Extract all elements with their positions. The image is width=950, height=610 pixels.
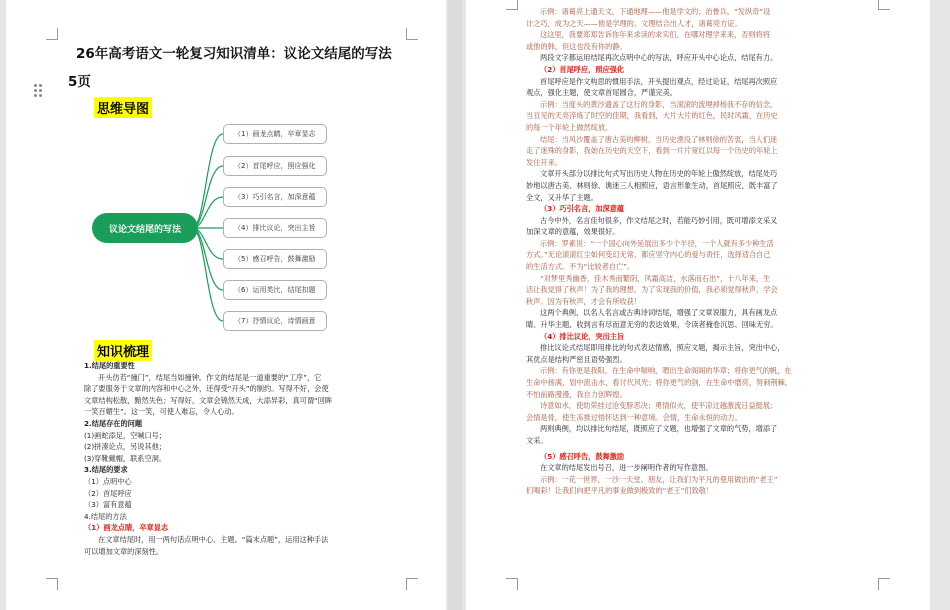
page-corner-mark xyxy=(506,0,518,10)
example-line: 或他的韩，但这也没有你的静。 xyxy=(526,41,627,51)
page-corner-mark xyxy=(878,578,890,590)
mindmap-node: （2）首尾呼应，照应强化 xyxy=(223,156,327,176)
paragraph-line: 文采。 xyxy=(526,435,548,445)
mindmap-node: （3）巧引名言，加深意蕴 xyxy=(223,187,327,207)
section-heading: 2.结尾存在的问题 xyxy=(84,418,143,428)
list-item: (3)穿靴戴帽，联系空洞。 xyxy=(84,453,167,463)
paragraph-line: 妙地以唐古美、林则徐、谯迷三人相照应，语言形象生动，首尾照应，既丰富了 xyxy=(526,180,778,190)
paragraph-line: 其优点是结构严密且语势强烈。 xyxy=(526,354,627,364)
example-line: 示例：诸葛亮上通天文，下通地理——他是学文的；治鲁兵，“发纵奇”设 xyxy=(540,7,771,16)
section-heading: 3.结尾的要求 xyxy=(84,465,128,475)
paragraph-line: 两则典例，均以排比句结尾，既照应了文题，也增强了文章的气势，增添了 xyxy=(540,424,778,434)
example-line: 生命中扬满，划中流击水，看讨代风光；将你更气的剑，在生命中磨亮，努刺荆棘， xyxy=(526,378,792,387)
example-line: 活让我觉得了秋声！为了我的理想，为了实现我的价值，我必须觉得秋声，学会 xyxy=(526,285,778,295)
page-corner-mark xyxy=(506,578,518,590)
mindmap-root: 议论文结尾的写法 xyxy=(92,213,198,243)
method-heading: （2）首尾呼应，照应强化 xyxy=(540,64,625,74)
paragraph-line: 两段文字都运用结尾再次点明中心的写法，呼应开头中心论点，结尾有力。 xyxy=(540,53,778,63)
example-line: 诗意如水，使幼荣挂过沧变脖恶决；勇情似火，使平凉过越激流日益挺展； xyxy=(540,401,778,411)
mindmap-node: （6）运用类比，结尾扣题 xyxy=(223,280,327,300)
example-line: 结尾：当风沙覆盖了唐古美的柳树，当历史湮没了林则徐的苦衷，当人们迷 xyxy=(540,134,778,144)
paragraph-line: 排比议论式结尾即用排比的句式表达情感，照应文题，揭示主旨，突出中心， xyxy=(540,343,785,353)
page-gutter xyxy=(448,0,462,610)
method-heading: （1）画龙点睛，卒章显志 xyxy=(84,523,169,533)
document-title: 26年高考语文一轮复习知识清单：议论文结尾的写法 5页 xyxy=(68,46,392,90)
method-heading: （5）感召呼告，鼓舞激励 xyxy=(540,451,625,461)
example-line: 示例：当度头的黄沙遗盖了这行的身影，当滚滚的流埋掉杨我不存的信念， xyxy=(540,99,778,109)
paragraph-line: 睛、升华主题、收到言有尽而意无穷的表达效果，令读者掩卷沉思、回味无穷。 xyxy=(526,320,778,330)
example-line: 计之巧，成为之天——他是学理的。文理结合出人才，诸葛亮方证。 xyxy=(526,18,742,28)
example-line: 的生活方式。不为“比较者自亡”。 xyxy=(526,262,635,272)
section-heading: 4.结尾的方法 xyxy=(84,511,127,521)
example-line: 的每一个年轮上做然绽放。 xyxy=(526,122,613,132)
paragraph-line: 文章结构松散，黯然失色；写得好，文章会锦然天成，大添异彩，真可谓“回眸 xyxy=(84,395,333,405)
example-line: “对梦里秀幽香，佳木秀而繁阴，风霜高洁，水落而石出”，十八年来，生 xyxy=(540,273,771,283)
paragraph-line: 在文章的结尾发出号召，进一步阐明作者的写作意图。 xyxy=(540,463,713,473)
paragraph-line: 一笑百媚生”。这一笑，可使人难忘，令人心动。 xyxy=(84,407,239,417)
paragraph-line: 文章开头部分以排比句式写出历史人物在历史的年轮上傲然绽放，结尾处巧 xyxy=(540,169,778,179)
mindmap-node: （5）感召呼告，鼓舞激励 xyxy=(223,249,327,269)
example-line: 走了迷殊的身影，我始在历史的天空下，看到一片片宽红以每一个历史的年轮上 xyxy=(526,146,778,156)
paragraph-line: 加深文章的意蕴，效果很好。 xyxy=(526,227,620,237)
method-heading: （3）巧引名言，加深意蕴 xyxy=(540,204,625,214)
paragraph-line: 除了要服务于文章的内容和中心之外，还得受“开头”的制约。写得不好，会使 xyxy=(84,384,329,394)
paragraph-line: 在文章结尾时，用一两句话点明中心、主题。“篇末点题”，运用这种手法 xyxy=(98,534,329,544)
page-corner-mark xyxy=(406,578,418,590)
mindmap-node: （7）抒情议论，诗情画意 xyxy=(223,311,327,331)
example-line: 方式。”无论滚滚红尘如何变幻无常，都应坚守内心的爱与责任，选择适合自己 xyxy=(526,250,771,260)
mindmap-node: （1）画龙点睛，卒章显志 xyxy=(223,124,327,144)
knowledge-heading: 知识梳理 xyxy=(94,340,152,361)
document-page-right xyxy=(466,0,930,610)
paragraph-line: 古今中外，名言佳句很多，作文结尾之时，若能巧妙引用，既可增添文采又 xyxy=(540,215,778,225)
paragraph-line: 这两个典例，以名人名言或古典诗词结尾，增强了文章说服力，具有画龙点 xyxy=(540,308,778,318)
paragraph-line: 观点，强化主题，使文章首尾圆合，严谨完美。 xyxy=(526,88,677,98)
method-heading: （4）排比议论，突出主旨 xyxy=(540,331,625,341)
example-line: 秋声。因为有秋声，才会有所收获！ xyxy=(526,296,642,306)
list-item: （1）点明中心 xyxy=(84,476,132,486)
example-line: 示例：罗素说：“一个国心向外延展出多少个半径，一个人就有多少种生活 xyxy=(540,238,774,248)
list-item: (1)画蛇添足，空喊口号； xyxy=(84,430,167,440)
section-heading: 1.结尾的重要性 xyxy=(84,361,135,370)
example-line: 不怕前路漫漫，我自力创辉煌。 xyxy=(526,389,627,399)
example-line: 们喝彩！让我们向把平凡的事业做到极致的“老王”们致敬！ xyxy=(526,486,714,496)
paragraph-line: 可以增加文章的深刻性。 xyxy=(84,546,164,556)
example-line: 示例：有你更是我阳，在生命中喘响，嗯出生命阁阁的华章；将你更气的帆，在 xyxy=(540,366,792,376)
example-line: 发住开来。 xyxy=(526,157,562,167)
document-page-left xyxy=(6,0,446,610)
example-line: 这这里，我要郑郑告诉你年来求读的求实们，在哪对理学来来，否则将将 xyxy=(540,30,771,40)
paragraph-line: 首尾呼应是作文构思的惯用手法，开头提出观点，经过论证，结尾再次照应 xyxy=(540,76,778,86)
example-line: 当亘见的天亮淬炼了时空的佳期，我看到，大片大片的红色，民时风霜，在历史 xyxy=(526,111,778,121)
example-line: 会情是骨，使生冻推过悟怀达到一种意境。会情，生命永恒的动力。 xyxy=(526,412,742,422)
list-item: （3）富有意蕴 xyxy=(84,500,132,510)
right-page-body xyxy=(526,6,891,497)
mindmap-node: （4）排比议论，突出主旨 xyxy=(223,218,327,238)
example-line: 示例：一花一世界，一沙一天堂。朋友，让我们为平凡的曼用做出的“老王” xyxy=(540,474,778,484)
knowledge-body xyxy=(84,360,414,557)
list-item: (2)拼凑论点，另说其他； xyxy=(84,442,167,452)
page-corner-mark xyxy=(46,578,58,590)
paragraph-line: 全文，又升华了主题。 xyxy=(526,192,598,202)
mindmap-heading: 思维导图 xyxy=(94,97,152,118)
paragraph-line: 开头仿若“撞门”，结尾当如撞钟。作文的结尾是一道重要的“工序”，它 xyxy=(98,372,322,382)
list-item: （2）首尾呼应 xyxy=(84,488,132,498)
